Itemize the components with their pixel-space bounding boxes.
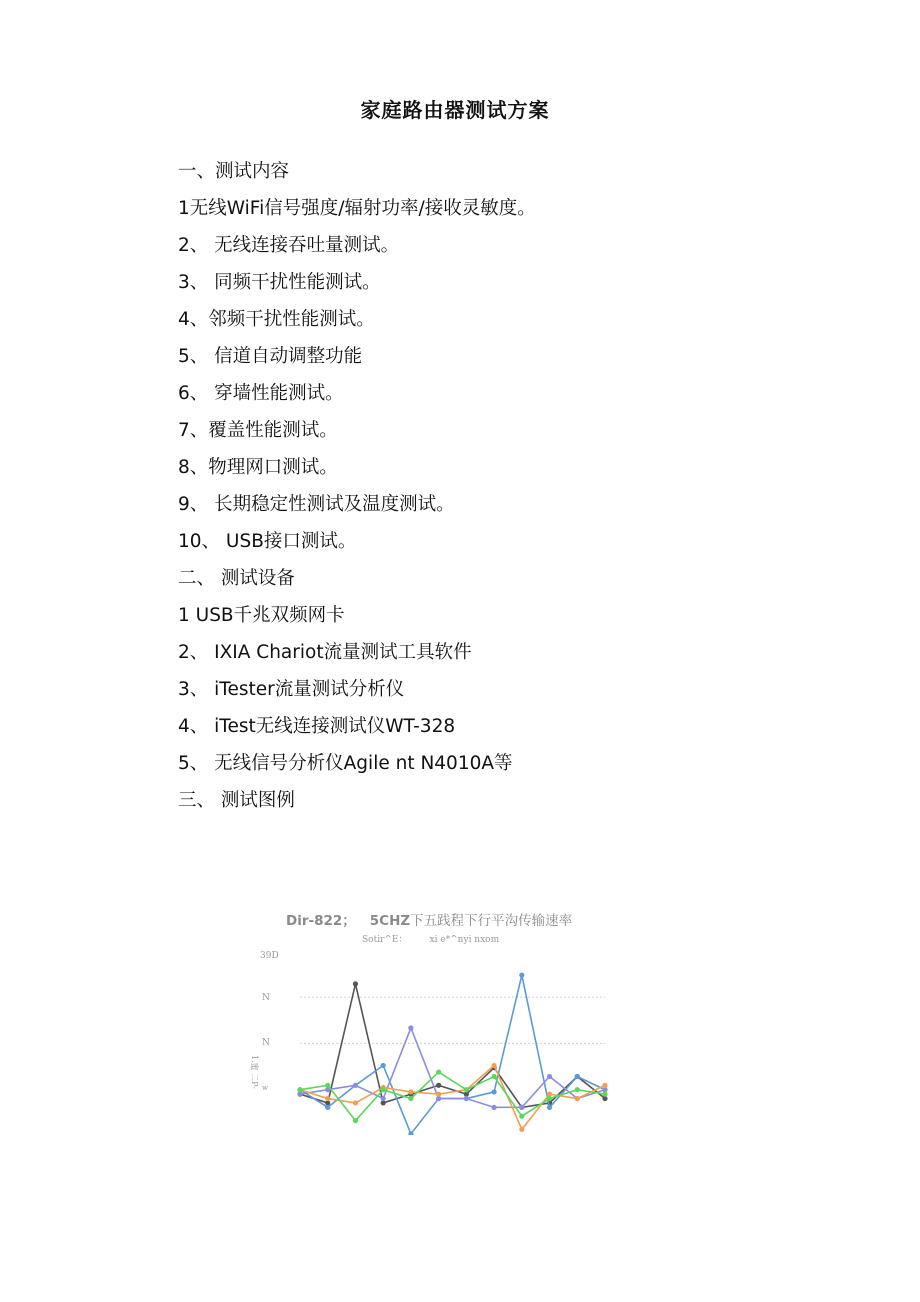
data-point xyxy=(519,972,524,977)
data-point xyxy=(381,1087,386,1092)
list-item: 10、 USB接口测试。 xyxy=(178,531,357,552)
section-heading: 三、 测试图例 xyxy=(178,790,295,811)
data-point xyxy=(464,1096,469,1101)
y-tick-label: N xyxy=(262,1038,270,1048)
chart xyxy=(240,905,620,1135)
section-heading: 二、 测试设备 xyxy=(178,568,295,589)
data-point xyxy=(519,1105,524,1110)
list-item: 1无线WiFi信号强度/辐射功率/接收灵敏度。 xyxy=(178,198,536,219)
y-tick-label: 39D xyxy=(260,951,279,961)
data-point xyxy=(353,1100,358,1105)
section-heading: 一、测试内容 xyxy=(178,161,290,182)
list-item: 9、 长期稳定性测试及温度测试。 xyxy=(178,494,455,515)
list-item: 1 USB千兆双频网卡 xyxy=(178,605,345,626)
data-point xyxy=(408,1089,413,1094)
data-point xyxy=(408,1025,413,1030)
data-point xyxy=(297,1087,302,1092)
data-point xyxy=(325,1096,330,1101)
data-point xyxy=(408,1096,413,1101)
list-item: 2、 IXIA Chariot流量测试工具软件 xyxy=(178,642,472,663)
data-point xyxy=(602,1092,607,1097)
series-line xyxy=(300,984,605,1107)
series-0 xyxy=(297,981,607,1110)
data-point xyxy=(436,1083,441,1088)
data-point xyxy=(519,1127,524,1132)
data-point xyxy=(575,1074,580,1079)
chart-subtitle-left: Sotir^E： xyxy=(362,935,408,945)
data-point xyxy=(491,1089,496,1094)
list-item: 8、物理网口测试。 xyxy=(178,457,338,478)
list-item: 6、 穿墙性能测试。 xyxy=(178,383,344,404)
data-point xyxy=(547,1105,552,1110)
list-item: 3、 同频干扰性能测试。 xyxy=(178,272,381,293)
data-point xyxy=(575,1096,580,1101)
data-point xyxy=(436,1069,441,1074)
chart-subtitle-right: xi e*^nyi nxom xyxy=(429,935,500,945)
y-tick-label: N xyxy=(262,993,270,1003)
data-point xyxy=(325,1083,330,1088)
list-item: 5、 无线信号分析仪Agile nt N4010A等 xyxy=(178,753,513,774)
data-point xyxy=(436,1092,441,1097)
data-point xyxy=(381,1063,386,1068)
page-title: 家庭路由器测试方案 xyxy=(360,98,550,122)
list-item: 4、 iTest无线连接测试仪WT-328 xyxy=(178,716,456,737)
data-point xyxy=(381,1096,386,1101)
data-point xyxy=(491,1105,496,1110)
data-point xyxy=(519,1114,524,1119)
document-body xyxy=(178,156,818,822)
grid-layer xyxy=(300,997,605,1043)
list-item: 4、邻频干扰性能测试。 xyxy=(178,309,375,330)
list-item: 5、 信道自动调整功能 xyxy=(178,346,363,367)
data-point xyxy=(464,1087,469,1092)
data-point xyxy=(575,1087,580,1092)
chart-title-part3: 下五践程下行平沟传输速率 xyxy=(410,913,573,929)
y-axis-label: 1.蜜 二P- xyxy=(250,1055,259,1089)
list-item: 7、覆盖性能测试。 xyxy=(178,420,338,441)
series-3 xyxy=(297,1063,607,1132)
series-2 xyxy=(297,1025,607,1110)
data-point xyxy=(353,981,358,986)
data-point xyxy=(491,1074,496,1079)
data-point xyxy=(353,1118,358,1123)
series-line xyxy=(300,975,605,1134)
y-tick-label: w xyxy=(262,1084,268,1092)
data-point xyxy=(325,1105,330,1110)
list-item: 2、 无线连接吞吐量测试。 xyxy=(178,235,400,256)
chart-plot xyxy=(240,905,620,1135)
chart-title-part2: 5CHZ xyxy=(369,913,411,929)
list-item: 3、 iTester流量测试分析仪 xyxy=(178,679,405,700)
data-point xyxy=(547,1074,552,1079)
data-point xyxy=(547,1096,552,1101)
chart-title-part1: Dir-822； xyxy=(286,913,356,929)
data-point xyxy=(353,1083,358,1088)
data-point xyxy=(491,1063,496,1068)
data-point xyxy=(602,1083,607,1088)
